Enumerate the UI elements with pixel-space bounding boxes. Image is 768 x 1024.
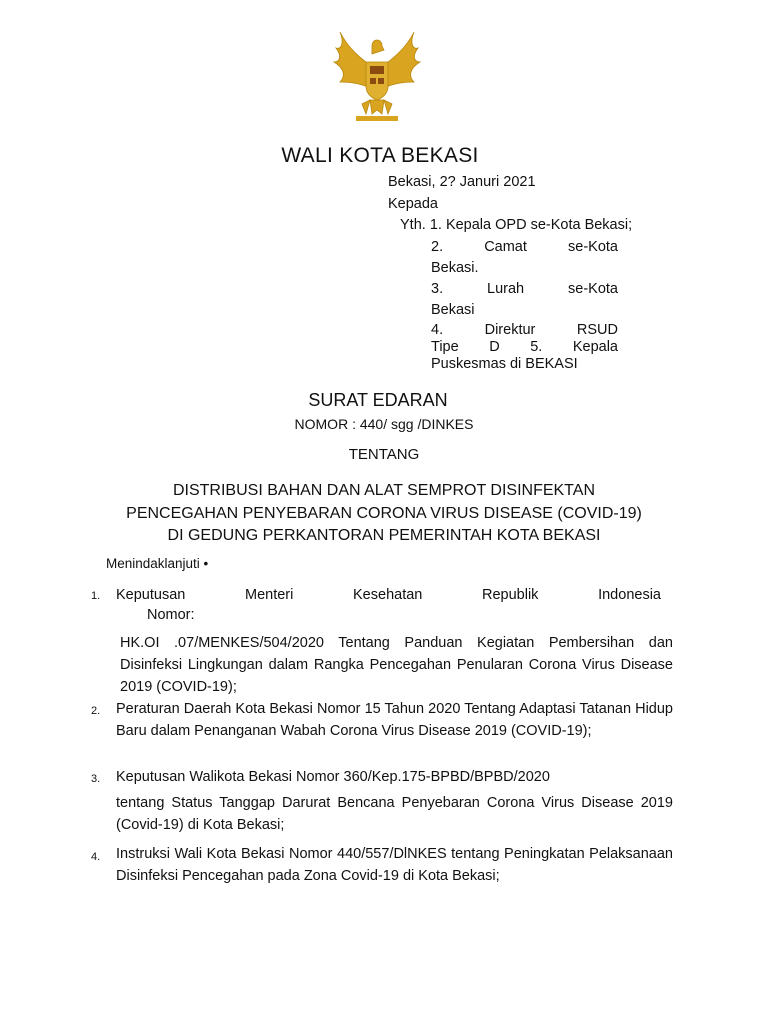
recipient-word: Tipe [431, 339, 459, 355]
list-item-3-text: tentang Status Tanggap Darurat Bencana Penyebaran Corona Virus Disease 2019 (Covid-19) di Kota Bekasi; [116, 795, 673, 833]
list-item-3-line1: Keputusan Walikota Bekasi Nomor 360/Kep.175-BPBD/BPBD/2020 [116, 769, 550, 785]
item-number: 1. [91, 590, 101, 602]
item-number: 3. [91, 773, 101, 785]
date-line: Bekasi, 2? Januri 2021 [388, 174, 536, 190]
list-item-1-heading [116, 584, 661, 606]
letter-tentang: TENTANG [348, 446, 420, 463]
recipient-line-6: Puskesmas di BEKASI [431, 356, 578, 372]
intro-text: Menindaklanjuti • [106, 556, 209, 571]
subject-line: DISTRIBUSI BAHAN DAN ALAT SEMPROT DISINFEKTAN [172, 482, 595, 499]
recipient-word: 4. [431, 322, 444, 338]
recipient-line-1: Yth. 1. Kepala OPD se-Kota Bekasi; [400, 217, 633, 233]
letter-subject [0, 480, 768, 548]
item-1-nomor: Nomor: [147, 607, 195, 623]
subject-line: PENCEGAHAN PENYEBARAN CORONA VIRUS DISEASE (COVID-19) [126, 504, 642, 522]
recipient-word: se-Kota [568, 239, 618, 255]
recipient-word: 5. [530, 339, 543, 355]
recipient-word: 3. [431, 281, 444, 297]
item-number: 4. [91, 851, 101, 863]
recipient-word: Camat [484, 239, 527, 255]
to-label: Kepada [388, 196, 438, 212]
recipient-line-2b: Bekasi. [431, 260, 479, 276]
page-title: WALI KOTA BEKASI [281, 144, 479, 167]
garuda-emblem-icon [326, 28, 428, 126]
recipient-word: se-Kota [568, 281, 618, 297]
recipient-word: Direktur [484, 322, 536, 338]
list-item-1-text: HK.OI .07/MENKES/504/2020 Tentang Panduan Kegiatan Pembersihan dan Disinfeksi Lingkungan dalam Rangka Pencegahan Penularan Corona Virus Disease 2019 (COVID-19); [120, 635, 673, 695]
item-word: Indonesia [598, 587, 661, 603]
letter-number: NOMOR : 440/ sgg /DINKES [294, 416, 474, 432]
list-item-2-text: Peraturan Daerah Kota Bekasi Nomor 15 Tahun 2020 Tentang Adaptasi Tatanan Hidup Baru dalam Penanganan Wabah Corona Virus Disease 2019 (COVID-19); [116, 701, 673, 739]
subject-line: DI GEDUNG PERKANTORAN PEMERINTAH KOTA BEKASI [167, 527, 601, 544]
item-word: Keputusan [116, 587, 186, 603]
item-word: Kesehatan [353, 587, 423, 603]
item-word: Menteri [245, 587, 294, 603]
recipient-line-3 [431, 279, 618, 299]
recipient-word: D [489, 339, 500, 355]
recipient-word: 2. [431, 239, 444, 255]
letter-type: SURAT EDARAN [308, 390, 448, 410]
item-word: Republik [482, 587, 539, 603]
recipient-line-3b: Bekasi [431, 302, 475, 318]
recipient-word: Lurah [487, 281, 525, 297]
recipient-word: Kepala [572, 339, 618, 355]
recipient-line-2 [431, 237, 618, 257]
list-item-4-text: Instruksi Wali Kota Bekasi Nomor 440/557/DlNKES tentang Peningkatan Pelaksanaan Disinfeksi Pencegahan pada Zona Covid-19 di Kota Bekasi; [116, 846, 673, 884]
recipient-word: RSUD [576, 322, 618, 338]
item-number: 2. [91, 705, 101, 717]
